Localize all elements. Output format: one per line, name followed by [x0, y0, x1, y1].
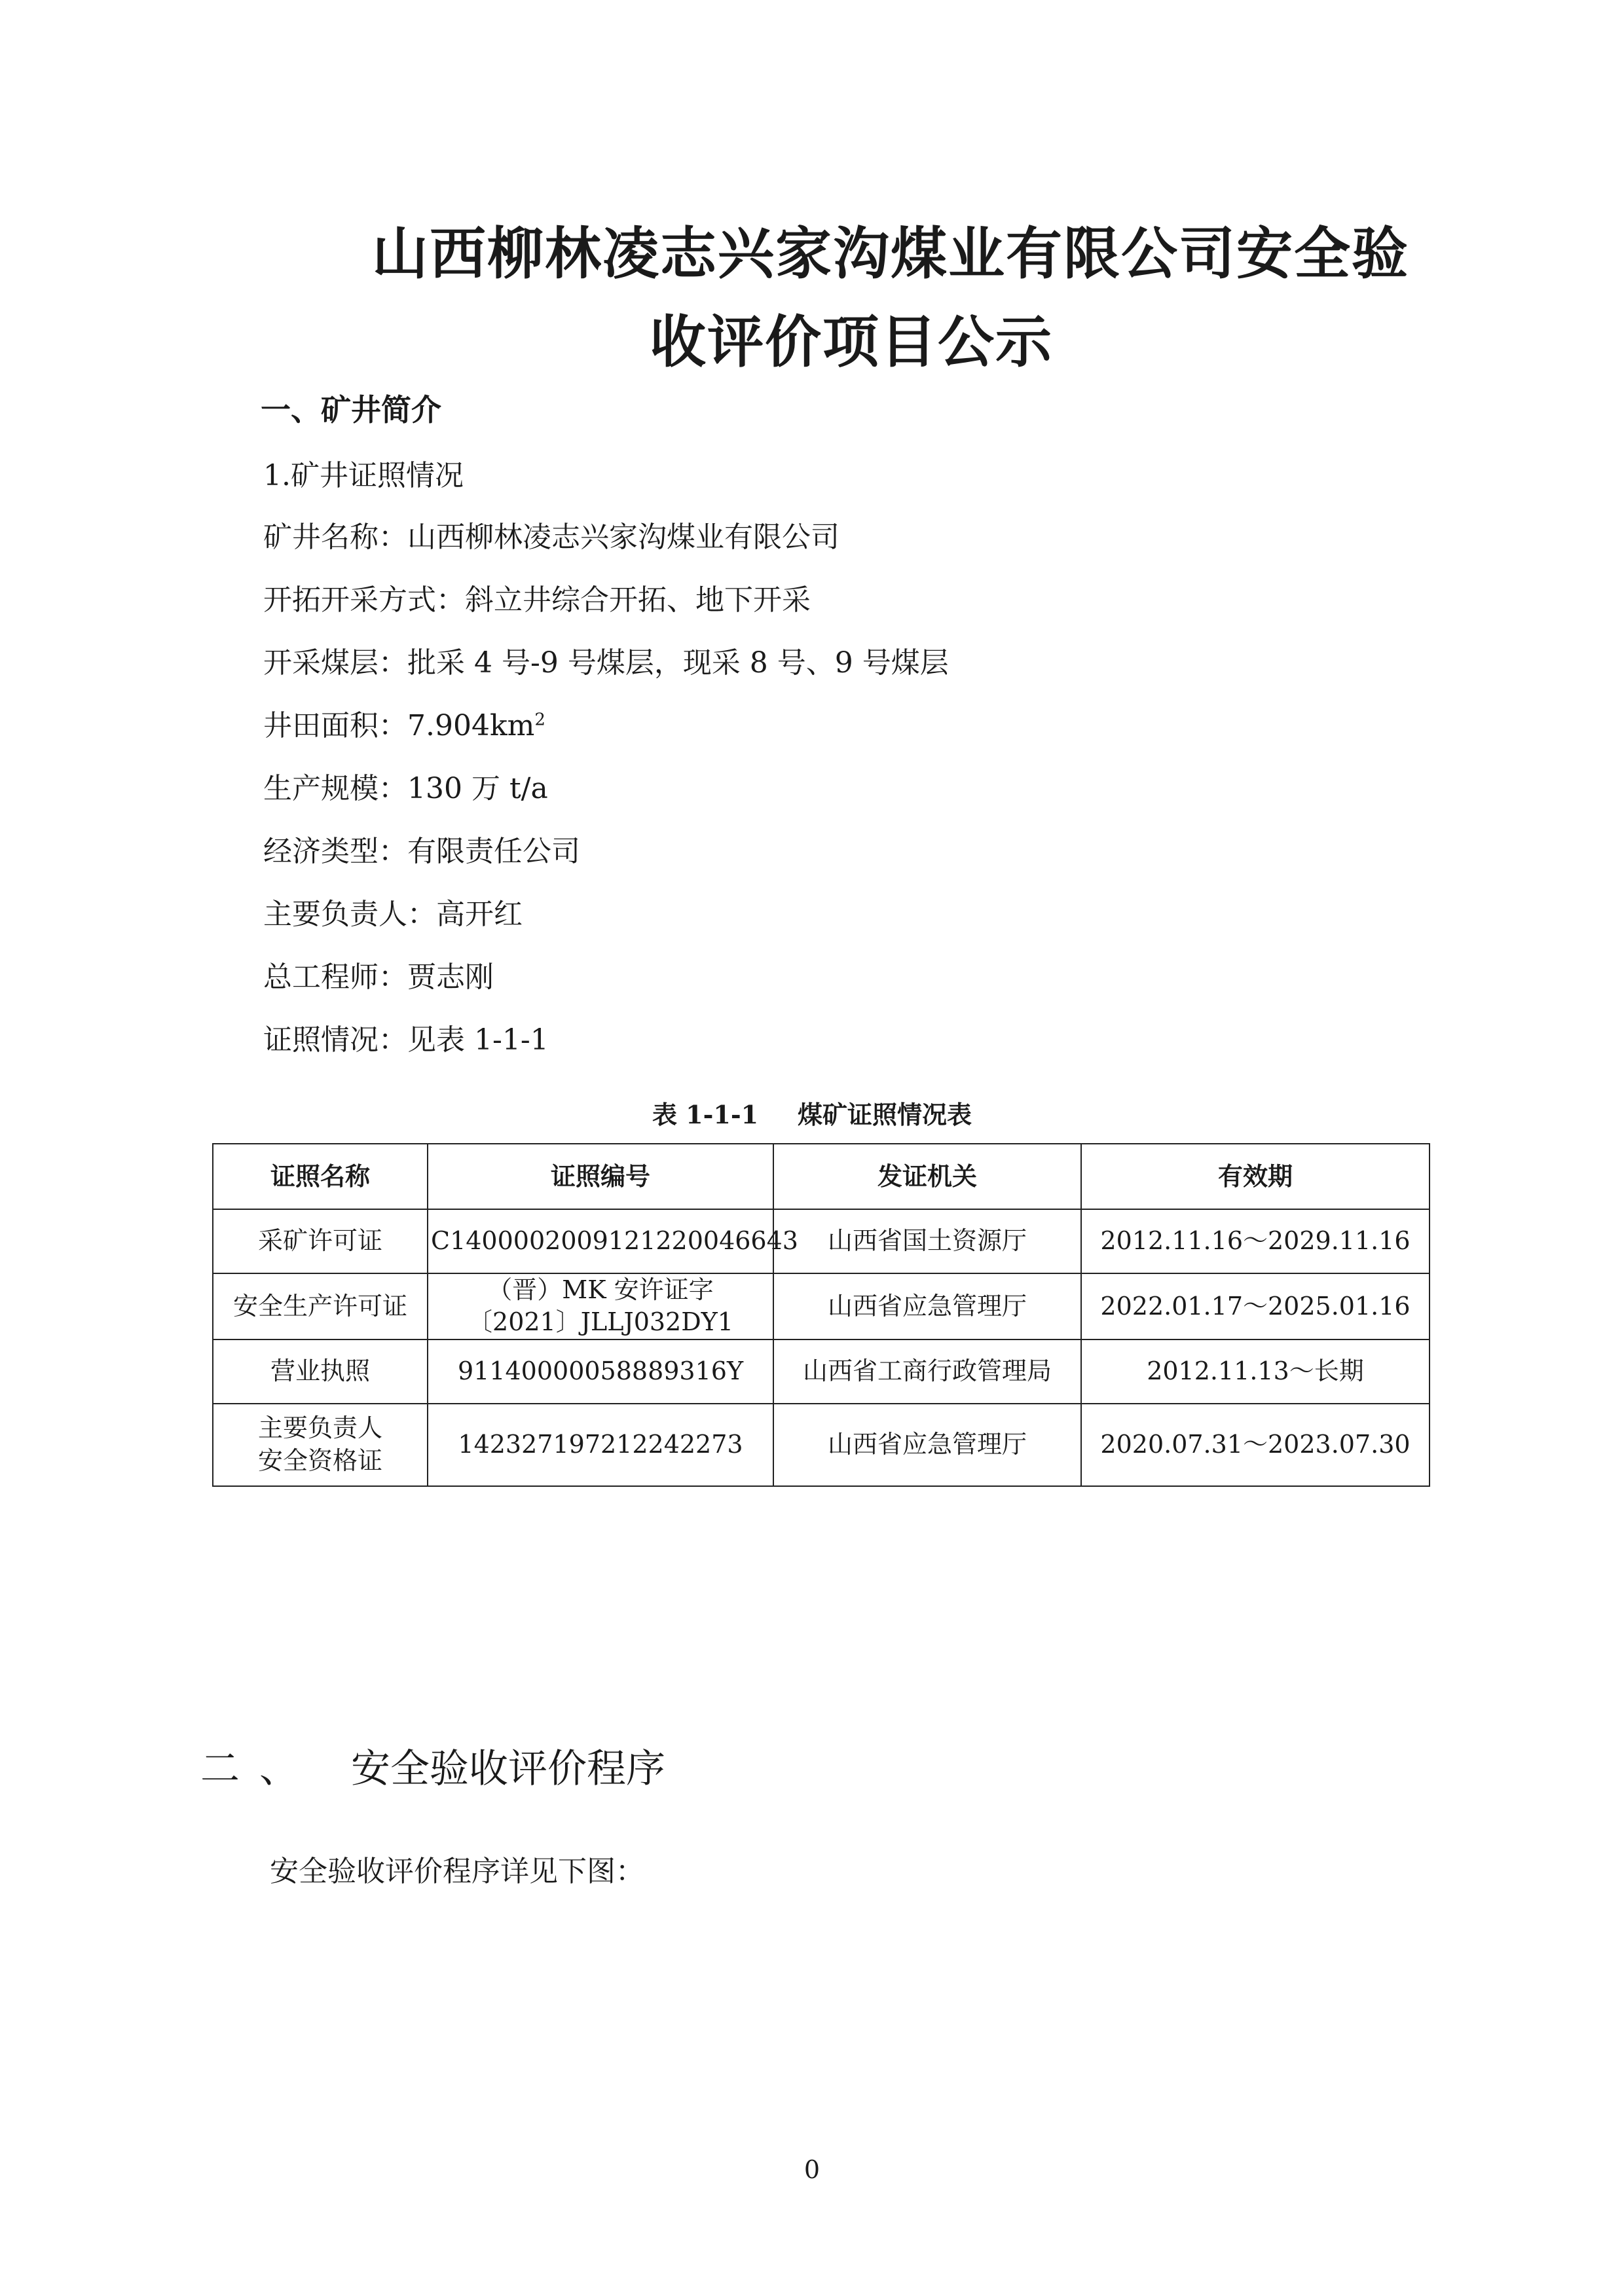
section-1-heading: 一、矿井简介 — [261, 392, 441, 428]
page-number: 0 — [803, 2155, 821, 2184]
license-table — [212, 1143, 1430, 1487]
info-line-mine-name — [263, 513, 840, 555]
cell-issuer: 山西省应急管理厅 — [773, 1273, 1081, 1339]
cell-license-number: 91140000058889316Y — [428, 1339, 773, 1404]
info-label: 矿井名称： — [263, 520, 407, 554]
section-2-number: 二 — [200, 1746, 240, 1792]
info-label: 总工程师： — [263, 960, 407, 994]
info-line-chief-engineer — [263, 953, 494, 995]
header-issuer: 发证机关 — [773, 1144, 1081, 1209]
table-row — [213, 1404, 1430, 1486]
cell-license-name: 安全生产许可证 — [213, 1273, 428, 1339]
info-label: 开拓开采方式： — [263, 583, 465, 617]
cell-license-number: （晋）MK 安许证字 〔2021〕JLLJ032DY1 — [428, 1273, 773, 1339]
info-label: 证照情况： — [263, 1023, 407, 1057]
cell-issuer: 山西省国土资源厅 — [773, 1209, 1081, 1273]
info-value: 斜立井综合开拓、地下开采 — [465, 583, 811, 617]
document-title-line-2: 收评价项目公示 — [650, 310, 1053, 375]
table-row — [213, 1339, 1430, 1404]
cell-license-number: C1400002009121220046643 — [428, 1209, 773, 1273]
cell-license-name: 采矿许可证 — [213, 1209, 428, 1273]
section-2-title: 安全验收评价程序 — [351, 1746, 665, 1792]
table-row — [213, 1209, 1430, 1273]
table-caption — [0, 1095, 1624, 1131]
info-value: 批采 4 号-9 号煤层，现采 8 号、9 号煤层 — [407, 646, 949, 680]
section-2-separator: 、 — [259, 1746, 299, 1792]
cell-license-number: 142327197212242273 — [428, 1404, 773, 1486]
info-value-superscript: 2 — [534, 710, 545, 730]
section-1-subheading: 1.矿井证照情况 — [263, 459, 464, 492]
info-value: 见表 1-1-1 — [407, 1023, 549, 1057]
info-value: 山西柳林凌志兴家沟煤业有限公司 — [407, 520, 840, 554]
info-value: 7.904km — [407, 709, 535, 742]
info-line-production-scale — [263, 765, 548, 807]
cell-validity: 2012.11.13～长期 — [1081, 1339, 1430, 1404]
info-label: 开采煤层： — [263, 646, 407, 680]
cell-validity: 2022.01.17～2025.01.16 — [1081, 1273, 1430, 1339]
info-label: 生产规模： — [263, 772, 407, 805]
info-label: 主要负责人： — [263, 898, 436, 931]
cell-license-name: 主要负责人 安全资格证 — [213, 1404, 428, 1486]
info-line-field-area — [263, 702, 545, 744]
header-validity: 有效期 — [1081, 1144, 1430, 1209]
info-line-economic-type — [263, 828, 580, 869]
header-license-number: 证照编号 — [428, 1144, 773, 1209]
info-value: 130 万 t/a — [407, 772, 548, 805]
info-line-coal-seams — [263, 639, 949, 681]
cell-issuer: 山西省应急管理厅 — [773, 1404, 1081, 1486]
info-line-license-status — [263, 1016, 549, 1058]
cell-issuer: 山西省工商行政管理局 — [773, 1339, 1081, 1404]
table-header-row — [213, 1144, 1430, 1209]
section-2-paragraph: 安全验收评价程序详见下图： — [270, 1855, 644, 1888]
table-caption-number: 表 1-1-1 — [652, 1100, 759, 1129]
info-label: 井田面积： — [263, 709, 407, 742]
info-value: 有限责任公司 — [407, 835, 580, 868]
table-caption-text: 煤矿证照情况表 — [798, 1100, 972, 1129]
info-value: 高开红 — [436, 898, 523, 931]
header-license-name: 证照名称 — [213, 1144, 428, 1209]
info-label: 经济类型： — [263, 835, 407, 868]
cell-validity: 2020.07.31～2023.07.30 — [1081, 1404, 1430, 1486]
cell-license-name: 营业执照 — [213, 1339, 428, 1404]
section-2-heading — [200, 1738, 665, 1794]
cell-validity: 2012.11.16～2029.11.16 — [1081, 1209, 1430, 1273]
info-line-principal — [263, 890, 523, 932]
info-line-mining-method — [263, 576, 811, 618]
table-row — [213, 1273, 1430, 1339]
document-title-line-1: 山西柳林凌志兴家沟煤业有限公司安全验 — [372, 221, 1409, 287]
info-value: 贾志刚 — [407, 960, 494, 994]
